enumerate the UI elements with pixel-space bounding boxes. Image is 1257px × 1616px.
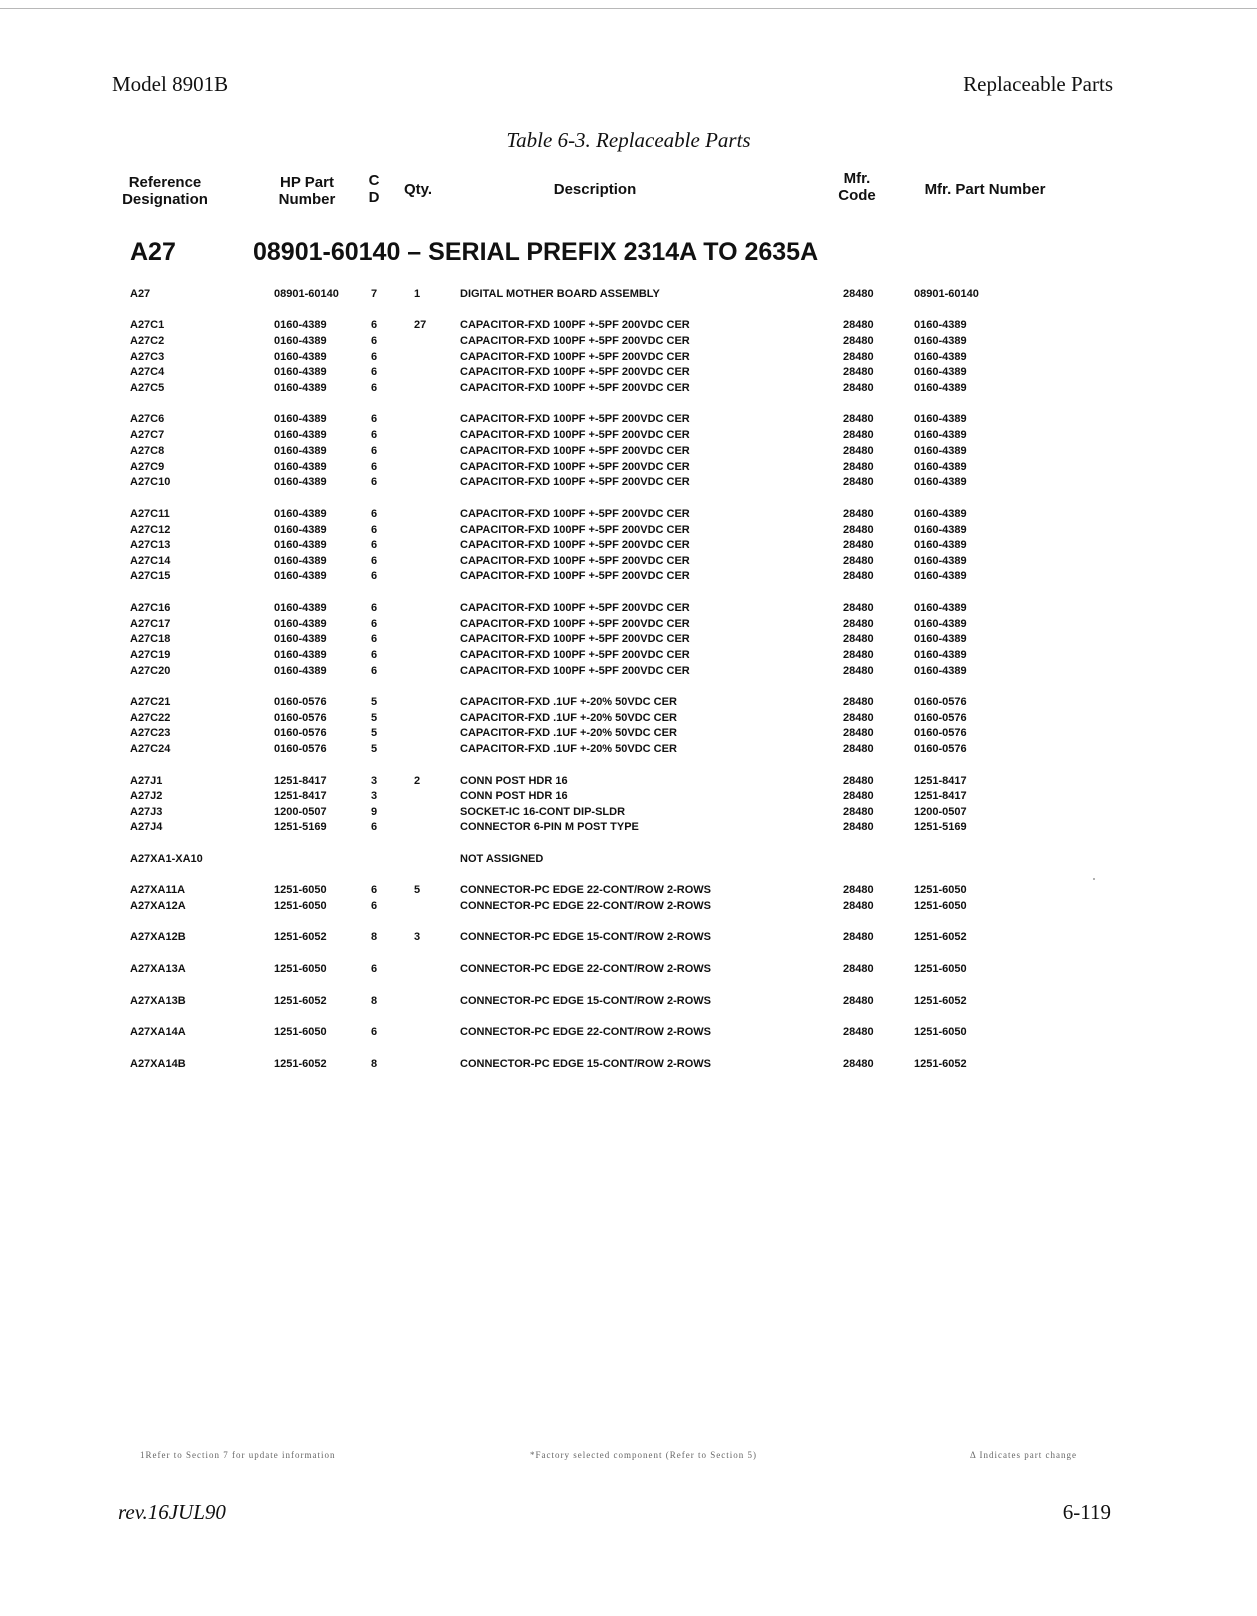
table-row	[0, 429, 1257, 443]
check-digit: 6	[371, 570, 378, 582]
mfr-code: 28480	[843, 366, 874, 378]
table-row	[0, 524, 1257, 538]
mfr-part-number: 0160-0576	[914, 727, 967, 739]
hp-part-number: 1251-6052	[274, 995, 327, 1007]
ref-designation: A27C10	[130, 476, 171, 488]
scan-top-line	[0, 8, 1257, 9]
quantity: 3	[414, 931, 421, 943]
ref-designation: A27C9	[130, 461, 165, 473]
description: CAPACITOR-FXD 100PF +-5PF 200VDC CER	[460, 366, 690, 378]
table-row	[0, 288, 1257, 302]
table-row	[0, 790, 1257, 804]
ref-designation: A27C6	[130, 413, 165, 425]
hp-part-number: 0160-4389	[274, 366, 327, 378]
description: CAPACITOR-FXD .1UF +-20% 50VDC CER	[460, 696, 677, 708]
ref-designation: A27C8	[130, 445, 165, 457]
mfr-part-number: 0160-4389	[914, 366, 967, 378]
mfr-part-number: 1251-6052	[914, 1058, 967, 1070]
table-row	[0, 995, 1257, 1009]
description: CAPACITOR-FXD .1UF +-20% 50VDC CER	[460, 712, 677, 724]
description: CAPACITOR-FXD 100PF +-5PF 200VDC CER	[460, 555, 690, 567]
table-row	[0, 476, 1257, 490]
check-digit: 8	[371, 1058, 378, 1070]
hp-part-number: 1251-6052	[274, 1058, 327, 1070]
check-digit: 6	[371, 524, 378, 536]
mfr-part-number: 0160-4389	[914, 618, 967, 630]
mfr-part-number: 0160-4389	[914, 335, 967, 347]
header-section-title: Replaceable Parts	[963, 72, 1113, 96]
mfr-code: 28480	[843, 570, 874, 582]
mfr-code: 28480	[843, 649, 874, 661]
hp-part-number: 0160-4389	[274, 429, 327, 441]
description: CAPACITOR-FXD 100PF +-5PF 200VDC CER	[460, 382, 690, 394]
description: NOT ASSIGNED	[460, 853, 544, 865]
table-row	[0, 665, 1257, 679]
check-digit: 6	[371, 508, 378, 520]
mfr-code: 28480	[843, 429, 874, 441]
ref-designation: A27C2	[130, 335, 165, 347]
check-digit: 6	[371, 618, 378, 630]
mfr-part-number: 1200-0507	[914, 806, 967, 818]
description: CAPACITOR-FXD 100PF +-5PF 200VDC CER	[460, 476, 690, 488]
mfr-part-number: 0160-4389	[914, 649, 967, 661]
table-row	[0, 335, 1257, 349]
mfr-part-number: 1251-5169	[914, 821, 967, 833]
mfr-code: 28480	[843, 743, 874, 755]
table-row	[0, 461, 1257, 475]
ref-designation: A27C7	[130, 429, 165, 441]
description: CONNECTOR-PC EDGE 15-CONT/ROW 2-ROWS	[460, 1058, 711, 1070]
mfr-part-number: 0160-4389	[914, 665, 967, 677]
col-reference: Reference Designation	[122, 174, 208, 208]
table-row	[0, 712, 1257, 726]
footer-page-number: 6-119	[1062, 1500, 1111, 1524]
mfr-part-number: 1251-6050	[914, 1026, 967, 1038]
hp-part-number: 0160-4389	[274, 351, 327, 363]
ref-designation: A27J3	[130, 806, 163, 818]
mfr-code: 28480	[843, 696, 874, 708]
hp-part-number: 1251-8417	[274, 790, 327, 802]
hp-part-number: 1251-6050	[274, 900, 327, 912]
ref-designation: A27J2	[130, 790, 163, 802]
ref-designation: A27C20	[130, 665, 171, 677]
mfr-code: 28480	[843, 1026, 874, 1038]
hp-part-number: 1251-8417	[274, 775, 327, 787]
ref-designation: A27C15	[130, 570, 171, 582]
description: CONNECTOR 6-PIN M POST TYPE	[460, 821, 639, 833]
mfr-code: 28480	[843, 633, 874, 645]
description: CONN POST HDR 16	[460, 790, 568, 802]
hp-part-number: 0160-0576	[274, 696, 327, 708]
mfr-part-number: 0160-4389	[914, 602, 967, 614]
description: CONNECTOR-PC EDGE 15-CONT/ROW 2-ROWS	[460, 931, 711, 943]
mfr-part-number: 1251-6050	[914, 963, 967, 975]
description: CAPACITOR-FXD 100PF +-5PF 200VDC CER	[460, 413, 690, 425]
ref-designation: A27C14	[130, 555, 171, 567]
hp-part-number: 0160-4389	[274, 319, 327, 331]
check-digit: 6	[371, 1026, 378, 1038]
col-hp-part: HP Part Number	[278, 174, 336, 208]
mfr-part-number: 0160-4389	[914, 539, 967, 551]
check-digit: 6	[371, 900, 378, 912]
check-digit: 6	[371, 366, 378, 378]
hp-part-number: 0160-0576	[274, 743, 327, 755]
ref-designation: A27C4	[130, 366, 165, 378]
mfr-part-number: 1251-8417	[914, 790, 967, 802]
quantity: 5	[414, 884, 421, 896]
hp-part-number: 0160-0576	[274, 712, 327, 724]
col-cd: C D	[368, 172, 380, 206]
check-digit: 6	[371, 319, 378, 331]
mfr-code: 28480	[843, 476, 874, 488]
mfr-part-number: 0160-0576	[914, 696, 967, 708]
check-digit: 6	[371, 649, 378, 661]
table-row	[0, 602, 1257, 616]
hp-part-number: 0160-0576	[274, 727, 327, 739]
ref-designation: A27C23	[130, 727, 171, 739]
table-row	[0, 351, 1257, 365]
ref-designation: A27XA13A	[130, 963, 186, 975]
table-row	[0, 445, 1257, 459]
description: CONNECTOR-PC EDGE 22-CONT/ROW 2-ROWS	[460, 900, 711, 912]
ref-designation: A27XA12A	[130, 900, 186, 912]
hp-part-number: 0160-4389	[274, 539, 327, 551]
ref-designation: A27J4	[130, 821, 163, 833]
description: CAPACITOR-FXD 100PF +-5PF 200VDC CER	[460, 351, 690, 363]
mfr-part-number: 1251-6050	[914, 884, 967, 896]
check-digit: 7	[371, 288, 378, 300]
ref-designation: A27C12	[130, 524, 171, 536]
table-row	[0, 931, 1257, 945]
hp-part-number: 0160-4389	[274, 649, 327, 661]
mfr-code: 28480	[843, 995, 874, 1007]
mfr-code: 28480	[843, 665, 874, 677]
description: CONNECTOR-PC EDGE 22-CONT/ROW 2-ROWS	[460, 963, 711, 975]
description: DIGITAL MOTHER BOARD ASSEMBLY	[460, 288, 660, 300]
hp-part-number: 0160-4389	[274, 665, 327, 677]
quantity: 1	[414, 288, 421, 300]
mfr-part-number: 0160-4389	[914, 555, 967, 567]
description: CONNECTOR-PC EDGE 22-CONT/ROW 2-ROWS	[460, 1026, 711, 1038]
check-digit: 6	[371, 351, 378, 363]
footnote-factory-selected: *Factory selected component (Refer to Section 5)	[530, 1450, 757, 1460]
table-row	[0, 853, 1257, 867]
check-digit: 6	[371, 445, 378, 457]
ref-designation: A27C22	[130, 712, 171, 724]
ref-designation: A27C5	[130, 382, 165, 394]
footnote-update-info: 1Refer to Section 7 for update information	[140, 1450, 336, 1460]
table-row	[0, 963, 1257, 977]
check-digit: 6	[371, 633, 378, 645]
check-digit: 8	[371, 995, 378, 1007]
ref-designation: A27C19	[130, 649, 171, 661]
mfr-part-number: 0160-0576	[914, 743, 967, 755]
check-digit: 6	[371, 963, 378, 975]
table-row	[0, 508, 1257, 522]
hp-part-number: 0160-4389	[274, 618, 327, 630]
description: CAPACITOR-FXD 100PF +-5PF 200VDC CER	[460, 633, 690, 645]
mfr-code: 28480	[843, 445, 874, 457]
hp-part-number: 0160-4389	[274, 476, 327, 488]
ref-designation: A27C21	[130, 696, 171, 708]
mfr-code: 28480	[843, 288, 874, 300]
ref-designation: A27C11	[130, 508, 170, 520]
description: CAPACITOR-FXD 100PF +-5PF 200VDC CER	[460, 335, 690, 347]
check-digit: 6	[371, 461, 378, 473]
description: CAPACITOR-FXD 100PF +-5PF 200VDC CER	[460, 602, 690, 614]
mfr-part-number: 0160-0576	[914, 712, 967, 724]
description: CAPACITOR-FXD 100PF +-5PF 200VDC CER	[460, 618, 690, 630]
hp-part-number: 0160-4389	[274, 413, 327, 425]
check-digit: 6	[371, 476, 378, 488]
mfr-code: 28480	[843, 539, 874, 551]
hp-part-number: 0160-4389	[274, 633, 327, 645]
description: SOCKET-IC 16-CONT DIP-SLDR	[460, 806, 626, 818]
description: CAPACITOR-FXD 100PF +-5PF 200VDC CER	[460, 319, 690, 331]
col-mfr-part-number: Mfr. Part Number	[924, 181, 1046, 198]
description: CONNECTOR-PC EDGE 15-CONT/ROW 2-ROWS	[460, 995, 711, 1007]
description: CAPACITOR-FXD 100PF +-5PF 200VDC CER	[460, 445, 690, 457]
mfr-part-number: 0160-4389	[914, 445, 967, 457]
mfr-code: 28480	[843, 335, 874, 347]
col-description: Description	[553, 181, 637, 198]
description: CONN POST HDR 16	[460, 775, 568, 787]
check-digit: 3	[371, 790, 378, 802]
check-digit: 3	[371, 775, 378, 787]
ref-designation: A27C24	[130, 743, 171, 755]
ref-designation: A27XA14A	[130, 1026, 186, 1038]
check-digit: 6	[371, 382, 378, 394]
ref-designation: A27XA11A	[130, 884, 186, 896]
ref-designation: A27XA12B	[130, 931, 186, 943]
mfr-code: 28480	[843, 790, 874, 802]
description: CAPACITOR-FXD .1UF +-20% 50VDC CER	[460, 727, 677, 739]
description: CAPACITOR-FXD 100PF +-5PF 200VDC CER	[460, 508, 690, 520]
mfr-part-number: 0160-4389	[914, 351, 967, 363]
mfr-part-number: 0160-4389	[914, 461, 967, 473]
ref-designation: A27C3	[130, 351, 165, 363]
table-row	[0, 413, 1257, 427]
description: CAPACITOR-FXD .1UF +-20% 50VDC CER	[460, 743, 677, 755]
mfr-part-number: 0160-4389	[914, 429, 967, 441]
table-row	[0, 649, 1257, 663]
description: CAPACITOR-FXD 100PF +-5PF 200VDC CER	[460, 649, 690, 661]
hp-part-number: 0160-4389	[274, 570, 327, 582]
mfr-code: 28480	[843, 508, 874, 520]
check-digit: 6	[371, 821, 378, 833]
mfr-code: 28480	[843, 602, 874, 614]
table-row	[0, 1058, 1257, 1072]
ref-designation: A27XA1-XA10	[130, 853, 203, 865]
mfr-part-number: 1251-6050	[914, 900, 967, 912]
check-digit: 9	[371, 806, 378, 818]
mfr-part-number: 0160-4389	[914, 633, 967, 645]
table-title: Table 6-3. Replaceable Parts	[506, 128, 751, 152]
hp-part-number: 1251-5169	[274, 821, 327, 833]
mfr-code: 28480	[843, 319, 874, 331]
mfr-code: 28480	[843, 618, 874, 630]
hp-part-number: 0160-4389	[274, 524, 327, 536]
check-digit: 6	[371, 335, 378, 347]
check-digit: 8	[371, 931, 378, 943]
hp-part-number: 1251-6050	[274, 1026, 327, 1038]
table-row	[0, 618, 1257, 632]
col-qty: Qty.	[403, 181, 433, 198]
check-digit: 6	[371, 413, 378, 425]
mfr-part-number: 0160-4389	[914, 476, 967, 488]
description: CONNECTOR-PC EDGE 22-CONT/ROW 2-ROWS	[460, 884, 711, 896]
hp-part-number: 1251-6050	[274, 884, 327, 896]
table-row	[0, 900, 1257, 914]
check-digit: 5	[371, 696, 378, 708]
ref-designation: A27C17	[130, 618, 171, 630]
mfr-part-number: 0160-4389	[914, 508, 967, 520]
mfr-part-number: 1251-8417	[914, 775, 967, 787]
check-digit: 5	[371, 727, 378, 739]
description: CAPACITOR-FXD 100PF +-5PF 200VDC CER	[460, 570, 690, 582]
ref-designation: A27	[130, 288, 151, 300]
description: CAPACITOR-FXD 100PF +-5PF 200VDC CER	[460, 665, 690, 677]
scan-speck	[1093, 878, 1095, 880]
hp-part-number: 1251-6050	[274, 963, 327, 975]
mfr-code: 28480	[843, 884, 874, 896]
mfr-code: 28480	[843, 524, 874, 536]
mfr-code: 28480	[843, 821, 874, 833]
footer-revision: rev.16JUL90	[118, 1500, 226, 1524]
table-row	[0, 555, 1257, 569]
mfr-part-number: 1251-6052	[914, 995, 967, 1007]
check-digit: 6	[371, 602, 378, 614]
table-row	[0, 743, 1257, 757]
table-row	[0, 1026, 1257, 1040]
table-row	[0, 775, 1257, 789]
ref-designation: A27XA14B	[130, 1058, 186, 1070]
description: CAPACITOR-FXD 100PF +-5PF 200VDC CER	[460, 429, 690, 441]
quantity: 2	[414, 775, 421, 787]
check-digit: 6	[371, 539, 378, 551]
table-row	[0, 727, 1257, 741]
quantity: 27	[414, 319, 427, 331]
mfr-part-number: 0160-4389	[914, 524, 967, 536]
check-digit: 5	[371, 743, 378, 755]
table-row	[0, 382, 1257, 396]
mfr-part-number: 08901-60140	[914, 288, 979, 300]
description: CAPACITOR-FXD 100PF +-5PF 200VDC CER	[460, 461, 690, 473]
mfr-code: 28480	[843, 900, 874, 912]
table-row	[0, 633, 1257, 647]
mfr-code: 28480	[843, 382, 874, 394]
mfr-code: 28480	[843, 806, 874, 818]
ref-designation: A27C18	[130, 633, 171, 645]
mfr-code: 28480	[843, 931, 874, 943]
check-digit: 6	[371, 884, 378, 896]
ref-designation: A27C13	[130, 539, 171, 551]
mfr-code: 28480	[843, 461, 874, 473]
table-row	[0, 806, 1257, 820]
mfr-part-number: 1251-6052	[914, 931, 967, 943]
check-digit: 6	[371, 665, 378, 677]
table-row	[0, 884, 1257, 898]
hp-part-number: 0160-4389	[274, 335, 327, 347]
mfr-code: 28480	[843, 775, 874, 787]
hp-part-number: 0160-4389	[274, 602, 327, 614]
check-digit: 5	[371, 712, 378, 724]
mfr-code: 28480	[843, 727, 874, 739]
hp-part-number: 1251-6052	[274, 931, 327, 943]
table-row	[0, 570, 1257, 584]
mfr-part-number: 0160-4389	[914, 570, 967, 582]
table-row	[0, 539, 1257, 553]
mfr-code: 28480	[843, 712, 874, 724]
mfr-code: 28480	[843, 555, 874, 567]
mfr-code: 28480	[843, 351, 874, 363]
mfr-part-number: 0160-4389	[914, 319, 967, 331]
mfr-part-number: 0160-4389	[914, 382, 967, 394]
footnote-part-change: Δ Indicates part change	[970, 1450, 1078, 1460]
header-model: Model 8901B	[112, 72, 229, 96]
mfr-code: 28480	[843, 963, 874, 975]
table-row	[0, 696, 1257, 710]
table-row	[0, 319, 1257, 333]
mfr-part-number: 0160-4389	[914, 413, 967, 425]
ref-designation: A27XA13B	[130, 995, 186, 1007]
ref-designation: A27C16	[130, 602, 171, 614]
hp-part-number: 08901-60140	[274, 288, 339, 300]
table-row	[0, 821, 1257, 835]
hp-part-number: 0160-4389	[274, 445, 327, 457]
ref-designation: A27J1	[130, 775, 163, 787]
hp-part-number: 0160-4389	[274, 555, 327, 567]
ref-designation: A27C1	[130, 319, 165, 331]
section-title: 08901-60140 – SERIAL PREFIX 2314A TO 2635A	[253, 238, 819, 266]
table-row	[0, 366, 1257, 380]
check-digit: 6	[371, 555, 378, 567]
mfr-code: 28480	[843, 413, 874, 425]
section-reference: A27	[130, 238, 176, 266]
hp-part-number: 1200-0507	[274, 806, 327, 818]
description: CAPACITOR-FXD 100PF +-5PF 200VDC CER	[460, 539, 690, 551]
col-mfr-code: Mfr. Code	[838, 170, 876, 204]
hp-part-number: 0160-4389	[274, 382, 327, 394]
mfr-code: 28480	[843, 1058, 874, 1070]
hp-part-number: 0160-4389	[274, 508, 327, 520]
hp-part-number: 0160-4389	[274, 461, 327, 473]
description: CAPACITOR-FXD 100PF +-5PF 200VDC CER	[460, 524, 690, 536]
check-digit: 6	[371, 429, 378, 441]
